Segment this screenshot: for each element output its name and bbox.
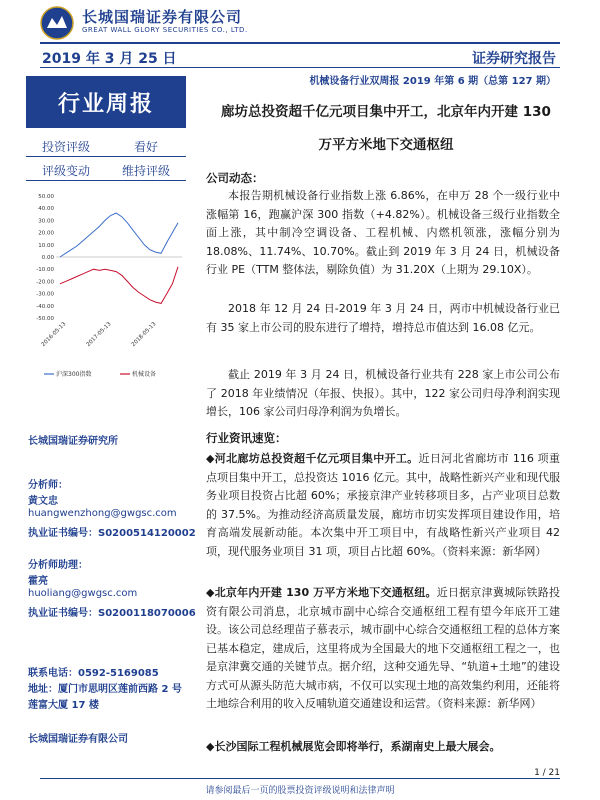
news-1-title: ◆河北廊坊总投资超千亿元项目集中开工。 — [206, 452, 419, 465]
news-1-body: 近日河北省廊坊市 116 项重点项目集中开工，总投资达 1016 亿元。其中，战略性新兴产业和现代服务业项目投资占比超 60%；承接京津产业转移项目多，占产业项目总数的 37.5%。为推动经济高质量发展，廊坊市切实发挥项目建设作用，培育高端发展新动能。本次集中开工项目中，有战略性新兴产业项目 42 项，现代服务业项目 31 项，项目占比超 60%。（资料来源：新华网） — [206, 452, 560, 558]
institute-name: 长城国瑞证券研究所 — [28, 436, 118, 447]
y-tick-label: -30.00 — [36, 291, 54, 298]
report-series: 机械设备行业双周报 2019 年第 6 期（总第 127 期） — [309, 76, 556, 87]
report-tag: 行业周报 — [26, 76, 186, 128]
footer-disclaimer: 请参阅最后一页的股票投资评级说明和法律声明 — [205, 786, 395, 796]
report-date: 2019 年 3 月 25 日 — [42, 51, 177, 67]
x-tick-label: 2016-05-13 — [40, 321, 68, 349]
company-logo-icon — [40, 6, 74, 40]
change-label: 评级变动 — [41, 164, 90, 178]
sidebar-company-name: 长城国瑞证券有限公司 — [28, 734, 128, 745]
assistant-name: 霍亮 — [28, 576, 48, 587]
news-2-title: ◆北京年内开建 130 万平方米地下交通枢纽。 — [206, 586, 437, 599]
change-value: 维持评级 — [121, 164, 170, 178]
paragraph-2 — [206, 300, 560, 337]
assistant-label: 分析师助理： — [28, 560, 88, 571]
series-line-1 — [60, 267, 178, 304]
y-tick-label: 10.00 — [38, 242, 54, 249]
news-item-3 — [206, 738, 560, 757]
footer-rule — [40, 778, 560, 779]
assistant-email[interactable]: huoliang@gwgsc.com — [28, 588, 138, 599]
rating-label: 投资评级 — [41, 140, 90, 154]
y-tick-label: 30.00 — [38, 218, 54, 225]
report-title-line-2: 万平方米地下交通枢纽 — [318, 137, 454, 153]
x-tick-label: 2018-05-13 — [130, 321, 158, 349]
analyst-label: 分析师： — [28, 480, 68, 491]
series-line-0 — [60, 213, 178, 257]
paragraph-3 — [206, 366, 560, 422]
y-tick-label: -20.00 — [36, 279, 54, 286]
news-3-title: ◆长沙国际工程机械展览会即将举行，系湖南史上最大展会。 — [206, 740, 501, 753]
news-item-2 — [206, 584, 560, 714]
rating-divider — [26, 156, 186, 157]
section-industry-news: 行业资讯速览： — [206, 431, 287, 445]
y-tick-label: -40.00 — [36, 303, 54, 310]
y-tick-label: 0.00 — [41, 255, 54, 261]
news-2-body: 近日据京津冀城际铁路投资有限公司消息，北京城市副中心综合交通枢纽工程有望今年底开工建设。该公司总经理苗子慕表示，城市副中心综合交通枢纽工程的总体方案已基本稳定，建成后，这里将成为全国最大的地下交通枢纽工程之一，也是京津冀交通的关键节点。据介绍，这种交通先导、“轨道+土地”的建设方式可从源头防范大城市病，不仅可以实现土地的高效集约利用，还能将土地综合利用的收入反哺轨道交通建设和运营。（资料来源：新华网） — [206, 586, 560, 710]
paragraph-3-text: 截止 2019 年 3 月 24 日，机械设备行业共有 228 家上市公司公布了 2018 年业绩情况（年报、快报）。其中，122 家公司归母净利润实现增长，106 家公司归母净利润为负增长。 — [206, 368, 560, 418]
index-comparison-chart — [26, 190, 186, 385]
x-tick-label: 2017-05-13 — [85, 321, 113, 349]
analyst-cert: 执业证书编号：S0200514120002 — [28, 528, 196, 539]
y-tick-label: 40.00 — [38, 206, 54, 213]
analyst-email[interactable]: huangwenzhong@gwgsc.com — [28, 508, 177, 519]
news-item-1 — [206, 450, 560, 561]
rating-row — [26, 138, 186, 155]
header-rule-2 — [40, 67, 560, 68]
rating-divider-2 — [26, 180, 186, 181]
assistant-cert: 执业证书编号：S0200118070006 — [28, 608, 196, 619]
y-tick-label: 50.00 — [38, 194, 54, 200]
report-title-line-1: 廊坊总投资超千亿元项目集中开工，北京年内开建 130 — [221, 104, 551, 120]
y-tick-label: -10.00 — [36, 267, 54, 274]
company-name-cn: 长城国瑞证券有限公司 — [82, 8, 243, 26]
company-name-en: GREAT WALL GLORY SECURITIES CO., LTD. — [82, 26, 248, 34]
y-tick-label: -50.00 — [36, 316, 54, 322]
page-number: 1 / 21 — [534, 768, 560, 778]
analyst-name: 黄文忠 — [28, 496, 58, 507]
report-type: 证券研究报告 — [472, 51, 556, 67]
paragraph-1 — [206, 187, 560, 280]
section-company-news: 公司动态： — [206, 171, 264, 185]
rating-value: 看好 — [133, 140, 158, 154]
contact-phone: 联系电话：0592-5169085 — [28, 668, 159, 679]
contact-address-1: 地址：厦门市思明区莲前西路 2 号 — [28, 684, 182, 695]
rating-change-row — [26, 162, 186, 179]
legend-label-0: 沪深300指数 — [56, 371, 92, 378]
y-tick-label: 20.00 — [38, 230, 54, 237]
legend-label-1: 机械设备 — [132, 371, 157, 378]
paragraph-1-text: 本报告期机械设备行业指数上涨 6.86%，在申万 28 个一级行业中涨幅第 16，跑赢沪深 300 指数（+4.82%）。机械设备三级行业指数全面上涨，其中制冷空调设备、工程机械、内燃机领涨，涨幅分别为 18.08%、11.74%、10.70%。截止到 2019 年 3 月 24 日，机械设备行业 PE（TTM 整体法，剔除负值）为 31.20X（上期为 29.10X）。 — [206, 189, 560, 276]
paragraph-2-text: 2018 年 12 月 24 日-2019 年 3 月 24 日，两市中机械设备行业已有 35 家上市公司的股东进行了增持，增持总市值达到 16.08 亿元。 — [206, 302, 560, 334]
header-rule — [40, 42, 560, 44]
contact-address-2: 莲富大厦 17 楼 — [28, 700, 99, 711]
